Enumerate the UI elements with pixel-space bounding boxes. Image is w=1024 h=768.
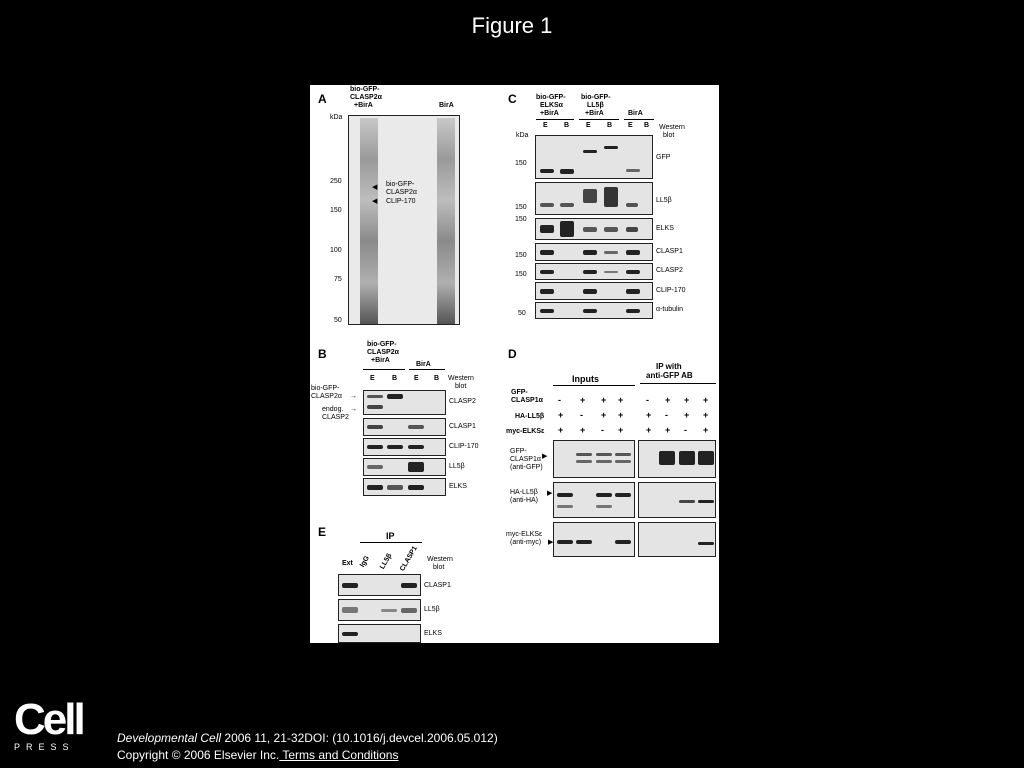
panel-d-sign-myc-5: + — [646, 425, 652, 435]
panel-d-arrow-3: ▶ — [548, 539, 554, 546]
panel-d-blot3-b: (anti-myc) — [510, 539, 542, 546]
panel-b-lane-e2: E — [414, 375, 419, 382]
panel-d-inputs: Inputs — [572, 374, 599, 384]
panel-b-left-2: CLASP2α — [311, 393, 342, 400]
panel-b-head-3: +BirA — [371, 357, 390, 364]
panel-c-letter: C — [508, 92, 517, 106]
logo-main: Cell — [14, 695, 83, 744]
panel-b-underline-1 — [363, 369, 405, 370]
panel-e-underline-ip — [360, 542, 422, 543]
panel-d-sign-gfp-8: + — [703, 395, 709, 405]
panel-b-blot-clasp2 — [363, 390, 446, 415]
panel-c-marker-4: 150 — [515, 252, 527, 259]
panel-c-blot-clasp1 — [535, 243, 653, 261]
panel-d-blot2-a: HA-LL5β — [510, 489, 538, 496]
panel-a-gel-lane-1 — [360, 118, 378, 324]
citation-details: 2006 11, 21-32DOI: (10.1016/j.devcel.2006.05.012) — [221, 731, 498, 745]
panel-c-blot-gfp — [535, 135, 653, 179]
panel-d-blot-myc-inputs — [553, 522, 635, 557]
panel-b-blot-clasp1 — [363, 418, 446, 436]
panel-b-left-3: endog. — [322, 406, 344, 413]
panel-d-blot-ha-ip — [638, 482, 716, 518]
panel-e-lane-ext: Ext — [342, 560, 353, 567]
panel-c-marker-2: 150 — [515, 204, 527, 211]
cell-press-logo — [14, 695, 84, 752]
panel-d-sign-ha-3: + — [601, 410, 607, 420]
panel-b-wb-2: blot — [455, 383, 467, 390]
panel-c-lane-b1: B — [564, 122, 570, 129]
panel-d-blot-ha-inputs — [553, 482, 635, 518]
panel-d-sign-ha-8: + — [703, 410, 709, 420]
panel-b-arrow-1: → — [350, 393, 357, 400]
panel-e-wb-2: blot — [433, 564, 445, 571]
panel-c-lane-e3: E — [628, 122, 633, 129]
panel-b-blot-clip170 — [363, 438, 446, 456]
panel-d-sign-gfp-2: + — [580, 395, 586, 405]
panel-c-row-clip170: CLIP-170 — [656, 287, 686, 294]
panel-a-marker-100: 100 — [330, 247, 342, 254]
panel-c-blot-elks — [535, 218, 653, 240]
panel-c-marker-5: 150 — [515, 271, 527, 278]
panel-a-marker-250: 250 — [330, 178, 342, 185]
panel-b-head-1: bio-GFP- — [367, 341, 397, 348]
panel-d-ip-1: IP with — [656, 362, 682, 371]
citation — [117, 731, 498, 745]
panel-c-h1a: bio-GFP- — [536, 94, 566, 101]
panel-c-h2a: bio-GFP- — [581, 94, 611, 101]
panel-c-row-ll5b: LL5β — [656, 197, 672, 204]
copyright-text: Copyright © 2006 Elsevier Inc. — [117, 748, 280, 762]
panel-d-sign-myc-7: - — [684, 425, 687, 435]
panel-b-row-ll5b: LL5β — [449, 463, 465, 470]
panel-d-row-gfp-1: GFP- — [511, 389, 528, 396]
terms-link[interactable]: Terms and Conditions — [279, 748, 399, 762]
panel-c-marker-3: 150 — [515, 216, 527, 223]
panel-c-wb-2: blot — [663, 132, 675, 139]
panel-b-lane-e1: E — [370, 375, 375, 382]
panel-b-row-elks: ELKS — [449, 483, 467, 490]
panel-d-sign-gfp-6: + — [665, 395, 671, 405]
panel-d-sign-gfp-1: - — [558, 395, 561, 405]
panel-e-ip: IP — [386, 531, 395, 541]
panel-e-lane-ll5b: LL5β — [379, 552, 394, 571]
panel-d-row-ha: HA-LL5β — [515, 413, 545, 420]
panel-a-head-2: CLASP2α — [350, 94, 382, 101]
panel-d-row-gfp-2: CLASP1α — [511, 397, 543, 404]
panel-d-ip-2: anti-GFP AB — [646, 371, 693, 380]
panel-d-sign-myc-6: + — [665, 425, 671, 435]
panel-b-blot-elks — [363, 478, 446, 496]
panel-d-sign-gfp-7: + — [684, 395, 690, 405]
logo-sub: PRESS — [14, 742, 75, 752]
panel-d-sign-gfp-5: - — [646, 395, 649, 405]
panel-c-marker-6: 50 — [518, 310, 526, 317]
panel-c-row-gfp: GFP — [656, 154, 671, 161]
panel-d-blot3-a: myc-ELKSε — [506, 531, 543, 538]
panel-a-gel — [348, 115, 460, 325]
panel-c-h1c: +BirA — [540, 110, 559, 117]
panel-d-arrow-2: ▶ — [547, 490, 553, 497]
panel-b-arrow-2: → — [350, 406, 357, 413]
panel-a-marker-50: 50 — [334, 317, 342, 324]
panel-e-blot-ll5b — [338, 599, 421, 621]
panel-d-blot2-b: (anti-HA) — [510, 497, 539, 504]
panel-c-blot-clip170 — [535, 282, 653, 300]
panel-d-sign-myc-2: + — [580, 425, 586, 435]
panel-c-row-tubulin: α-tubulin — [656, 306, 684, 313]
slide-title: Figure 1 — [471, 13, 553, 38]
panel-c-row-clasp2: CLASP2 — [656, 267, 683, 274]
panel-d-sign-ha-7: + — [684, 410, 690, 420]
panel-e-row-clasp1: CLASP1 — [424, 582, 451, 589]
journal-name: Developmental Cell — [117, 731, 222, 745]
panel-e-lane-igg: IgG — [359, 554, 371, 569]
panel-a-ann-3: CLIP-170 — [386, 198, 416, 205]
panel-a-head-bira: BirA — [439, 102, 454, 109]
panel-d-blot1-a: GFP- — [510, 448, 527, 455]
panel-b-underline-2 — [409, 369, 445, 370]
panel-d-arrow-1: ▶ — [542, 453, 548, 460]
panel-d-letter: D — [508, 347, 517, 361]
panel-a-head-1: bio-GFP- — [350, 86, 380, 93]
panel-c-underline-1 — [536, 119, 574, 120]
panel-c-h2c: +BirA — [585, 110, 604, 117]
panel-a-marker-75: 75 — [334, 276, 342, 283]
panel-c-h3: BirA — [628, 110, 643, 117]
panel-b-lane-b2: B — [434, 375, 440, 382]
panel-c-lane-e2: E — [586, 122, 591, 129]
panel-c-blot-clasp2 — [535, 263, 653, 280]
panel-e-letter: E — [318, 525, 327, 539]
panel-b-blot-ll5b — [363, 458, 446, 476]
panel-c-h1b: ELKSα — [540, 102, 563, 109]
panel-c-underline-2 — [579, 119, 619, 120]
panel-d-underline-inputs — [553, 385, 635, 386]
copyright — [117, 748, 398, 762]
panel-a-arrow-1: ◀ — [372, 184, 378, 191]
panel-d-sign-gfp-3: + — [601, 395, 607, 405]
panel-d-sign-ha-2: - — [580, 410, 583, 420]
panel-b-row-clip170: CLIP-170 — [449, 443, 479, 450]
panel-b-lane-b1: B — [392, 375, 398, 382]
panel-b-wb-1: Western — [448, 375, 474, 382]
panel-d-sign-ha-6: - — [665, 410, 668, 420]
panel-c-row-clasp1: CLASP1 — [656, 248, 683, 255]
panel-b-letter: B — [318, 347, 327, 361]
figure-image — [310, 85, 719, 643]
panel-c-marker-1: 150 — [515, 160, 527, 167]
panel-a-gel-lane-2 — [437, 118, 455, 324]
panel-e-blot-clasp1 — [338, 574, 421, 596]
panel-d-blot1-b: CLASP1α — [510, 456, 541, 463]
panel-a-arrow-2: ◀ — [372, 198, 378, 205]
panel-d-sign-myc-3: - — [601, 425, 604, 435]
panel-d-sign-ha-5: + — [646, 410, 652, 420]
panel-c-blot-tubulin — [535, 302, 653, 319]
panel-d-row-myc: myc-ELKSε — [506, 428, 545, 435]
panel-a-letter: A — [318, 92, 327, 106]
panel-a-head-3: +BirA — [354, 102, 373, 109]
panel-d-underline-ip — [640, 383, 716, 384]
panel-e-row-elks: ELKS — [424, 630, 442, 637]
panel-b-left-4: CLASP2 — [322, 414, 349, 421]
panel-c-row-elks: ELKS — [656, 225, 674, 232]
panel-e-row-ll5b: LL5β — [424, 606, 440, 613]
panel-d-blot-gfp-inputs — [553, 440, 635, 478]
panel-c-kda: kDa — [516, 132, 529, 139]
panel-c-lane-b3: B — [644, 122, 650, 129]
panel-d-blot1-c: (anti-GFP) — [510, 464, 543, 471]
panel-c-lane-b2: B — [607, 122, 613, 129]
panel-a-marker-150: 150 — [330, 207, 342, 214]
panel-d-sign-myc-8: + — [703, 425, 709, 435]
panel-b-left-1: bio-GFP- — [311, 385, 340, 392]
panel-d-blot-myc-ip — [638, 522, 716, 557]
panel-d-blot-gfp-ip — [638, 440, 716, 478]
panel-b-head-bira: BirA — [416, 361, 431, 368]
panel-a-ann-2: CLASP2α — [386, 189, 417, 196]
panel-b-row-clasp1: CLASP1 — [449, 423, 476, 430]
panel-d-sign-myc-1: + — [558, 425, 564, 435]
panel-b-head-2: CLASP2α — [367, 349, 399, 356]
panel-c-underline-3 — [624, 119, 654, 120]
panel-c-blot-ll5b — [535, 182, 653, 215]
panel-d-sign-myc-4: + — [618, 425, 624, 435]
panel-a-ann-1: bio-GFP- — [386, 181, 415, 188]
panel-c-h2b: LL5β — [587, 102, 604, 109]
panel-d-sign-ha-1: + — [558, 410, 564, 420]
panel-e-lane-clasp1: CLASP1 — [399, 545, 419, 573]
panel-e-blot-elks — [338, 624, 421, 643]
panel-d-sign-ha-4: + — [618, 410, 624, 420]
panel-e-wb-1: Western — [427, 556, 453, 563]
panel-c-lane-e1: E — [543, 122, 548, 129]
panel-c-wb-1: Western — [659, 124, 685, 131]
panel-a-kda: kDa — [330, 114, 343, 121]
panel-b-row-clasp2: CLASP2 — [449, 398, 476, 405]
panel-d-sign-gfp-4: + — [618, 395, 624, 405]
